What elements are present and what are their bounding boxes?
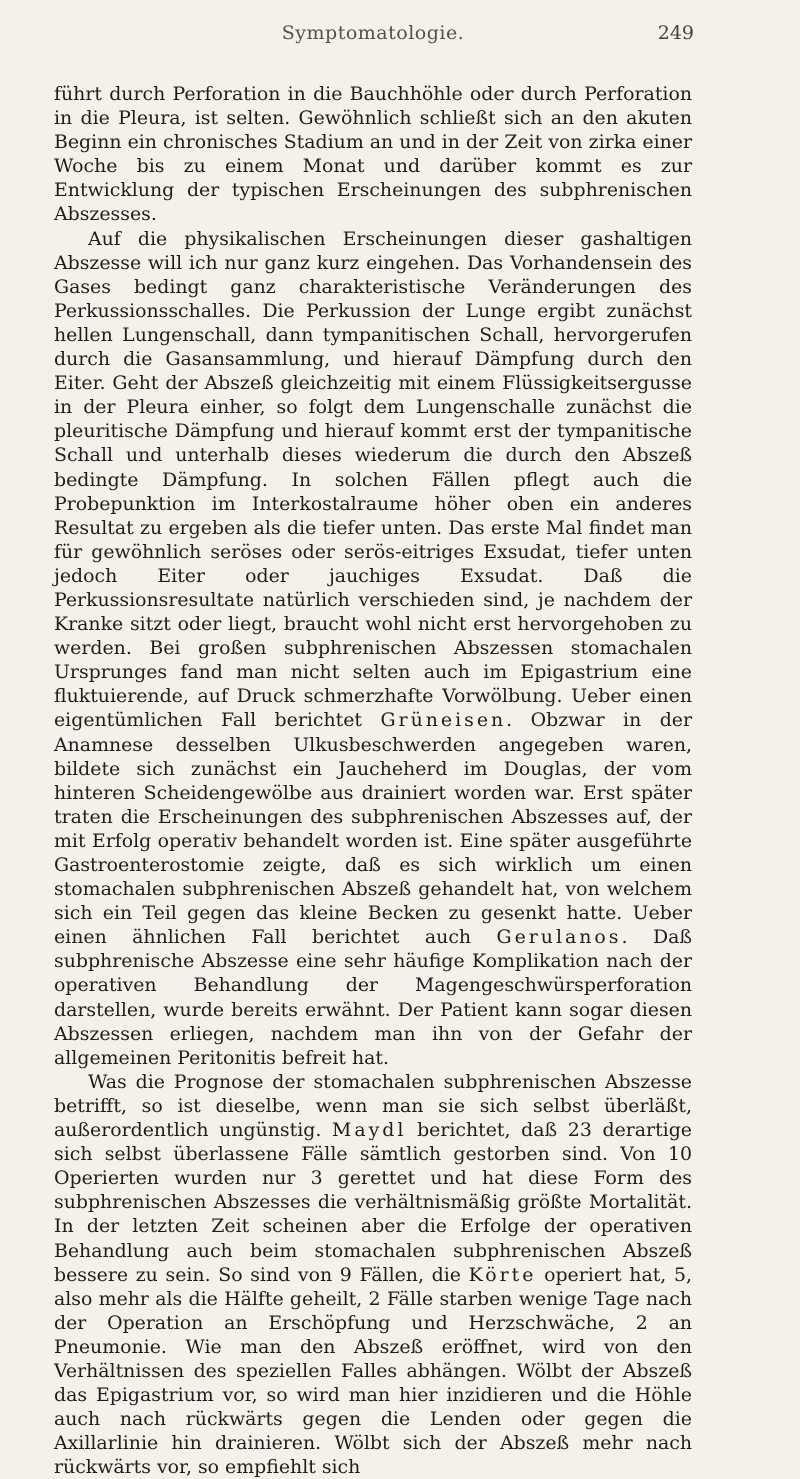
text-run: Was die Prognose der stomachalen subphrenischen Abszesse betrifft, so ist dieselbe, wenn man sie sich selbst überläßt, außerordentlich ungünstig. [54, 1070, 692, 1142]
page-header [54, 22, 692, 58]
text-run: operiert hat, 5, also mehr als die Hälfte geheilt, 2 Fälle starben wenige Tage nach der Operation an Erschöpfung und Herzschwäche, 2 an Pneumonie. Wie man den Abszeß eröffnet, wird von den Verhältnissen des speziellen Falles abhängen. Wölbt der Abszeß das Epigastrium vor, so wird man hier inzidieren und die Höhle auch nach rückwärts gegen die Lenden oder gegen die Axillarlinie hin drainieren. Wölbt sich der Abszeß mehr nach rückwärts vor, so empfiehlt sich [54, 1263, 692, 1479]
body-text [54, 82, 692, 1479]
paragraph-2 [54, 227, 692, 1070]
text-run: Auf die physikalischen Erscheinungen dieser gashaltigen Abszesse will ich nur ganz kurz eingehen. Das Vorhandensein des Gases bedingt ganz charakteristische Veränderungen des Perkussionsschalles. Die Perkussion der Lunge ergibt zunächst hellen Lungenschall, dann tympanitischen Schall, hervorgerufen durch die Gasansammlung, und hierauf Dämpfung durch den Eiter. Geht der Abszeß gleichzeitig mit einem Flüssigkeitsergusse in der Pleura einher, so folgt dem Lungenschalle zunächst die pleuritische Dämpfung und hierauf kommt erst der tympanitische Schall und unterhalb dieses wiederum die durch den Abszeß bedingte Dämpfung. In solchen Fällen pflegt auch die Probepunktion im Interkostalraume höher oben ein anderes Resultat zu ergeben als die tiefer unten. Das erste Mal findet man für gewöhnlich seröses oder serös-eitriges Exsudat, tiefer unten jedoch Eiter oder jauchiges Exsudat. Daß die Perkussionsresultate natürlich verschieden sind, je nachdem der Kranke sitzt oder liegt, braucht wohl nicht erst hervorgehoben zu werden. Bei großen subphrenischen Abszessen stomachalen Ursprunges fand man nicht selten auch im Epigastrium eine fluktuierende, auf Druck schmerzhafte Vorwölbung. Ueber einen eigentümlichen Fall berichtet [54, 227, 692, 732]
paragraph-1 [54, 82, 692, 227]
page-number: 249 [657, 22, 694, 44]
paragraph-3 [54, 1070, 692, 1479]
author-name-koerte: Körte [468, 1263, 537, 1286]
text-run: . Daß subphrenische Abszesse eine sehr häufige Komplikation nach der operativen Behandlung der Magengeschwürsperforation darstellen, wurde bereits erwähnt. Der Patient kann sogar diesen Abszessen erliegen, nachdem man ihn von der Gefahr der allgemeinen Peritonitis befreit hat. [54, 926, 692, 1069]
running-title: Symptomatologie. [281, 22, 465, 44]
text-run: berichtet, daß 23 derartige sich selbst überlassene Fälle sämtlich gestorben sind. Von 10 Operierten wurden nur 3 gerettet und hat diese Form des subphrenischen Abszesses die verhältnismäßig größte Mortalität. In der letzten Zeit scheinen aber die Erfolge der operativen Behandlung auch beim stomachalen subphrenischen Abszeß bessere zu sein. So sind von 9 Fällen, die [54, 1119, 692, 1286]
author-name-grueneisen: Grüneisen [380, 709, 507, 732]
author-name-maydl: Maydl [332, 1119, 407, 1142]
text-run: . Obzwar in der Anamnese desselben Ulkusbeschwerden angegeben waren, bildete sich zunächst ein Jaucheherd im Douglas, der vom hinteren Scheidengewölbe aus drainiert worden war. Erst später traten die Erscheinungen des subphrenischen Abszesses auf, der mit Erfolg operativ behandelt worden ist. Eine später ausgeführte Gastroenterostomie zeigte, daß es sich wirklich um einen stomachalen subphrenischen Abszeß gehandelt hat, von welchem sich ein Teil gegen das kleine Becken zu gesenkt hatte. Ueber einen ähnlichen Fall berichtet auch [54, 709, 692, 949]
text-run: führt durch Perforation in die Bauchhöhle oder durch Perforation in die Pleura, ist selten. Gewöhnlich schließt sich an den akuten Beginn ein chronisches Stadium an und in der Zeit von zirka einer Woche bis zu einem Monat und darüber kommt es zur Entwicklung der typischen Erscheinungen des subphrenischen Abszesses. [54, 83, 692, 226]
author-name-gerulanos: Gerulanos [496, 926, 622, 949]
